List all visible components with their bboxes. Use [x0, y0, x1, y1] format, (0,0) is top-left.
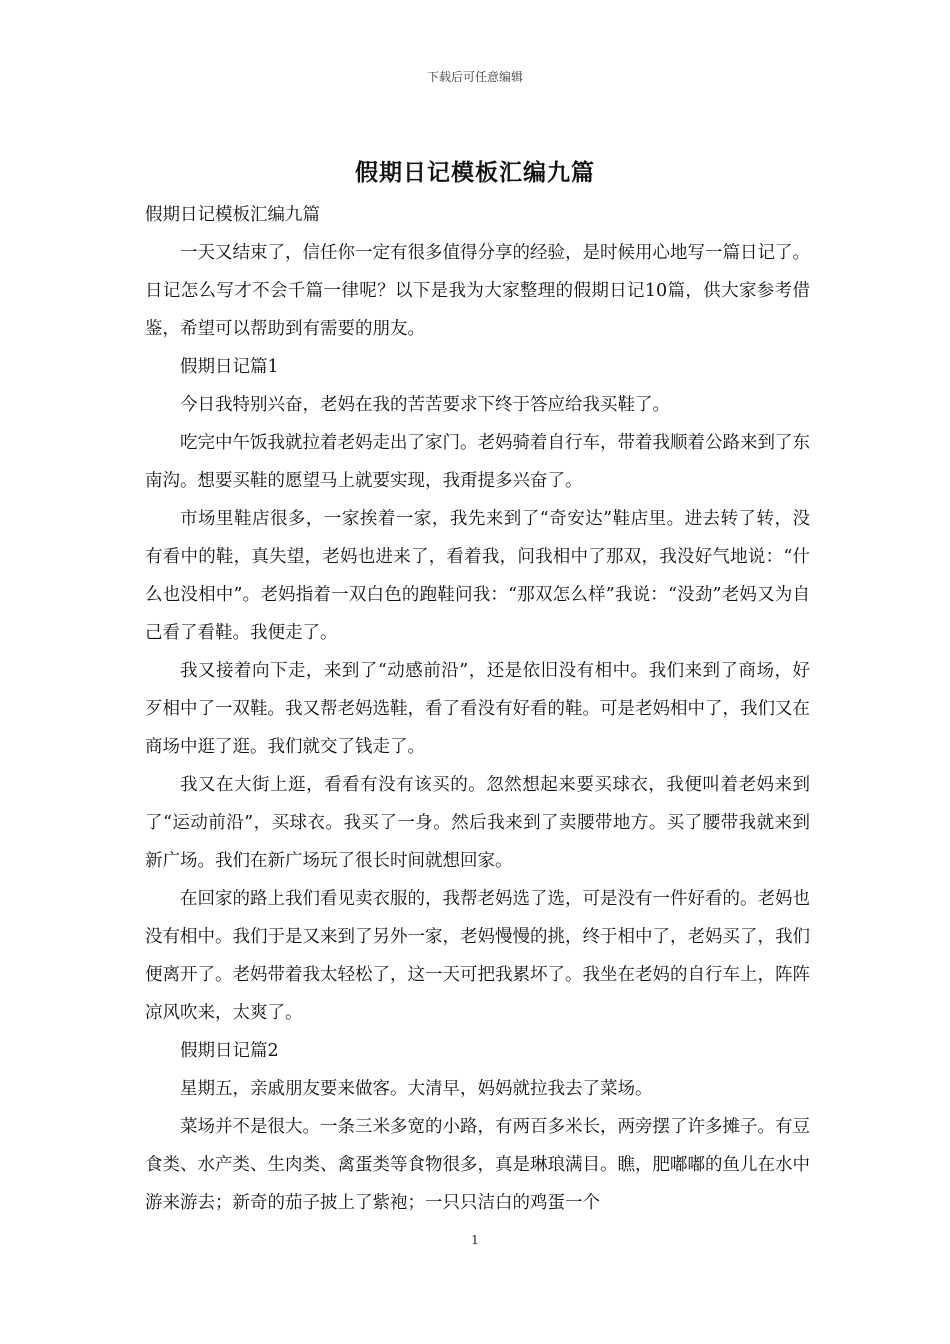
paragraph: 星期五，亲戚朋友要来做客。大清早，妈妈就拉我去了菜场。	[180, 1079, 653, 1099]
paragraph: 今日我特别兴奋，老妈在我的苦苦要求下终于答应给我买鞋了。	[180, 395, 670, 415]
page-number: 1	[471, 1233, 479, 1247]
paragraph: 吃完中午饭我就拉着老妈走出了家门。老妈骑着自行车，带着我顺着公路来到了东南沟。想要买鞋的愿望马上就要实现，我甭提多兴奋了。	[145, 433, 810, 491]
document-subtitle: 假期日记模板汇编九篇	[145, 205, 320, 225]
paragraph: 在回家的路上我们看见卖衣服的，我帮老妈选了选，可是没有一件好看的。老妈也没有相中。我们于是又来到了另外一家，老妈慢慢的挑，终于相中了，老妈买了，我们便离开了。老妈带着我太轻松了，这一天可把我累坏了。我坐在老妈的自行车上，阵阵凉风吹来，太爽了。	[145, 889, 810, 1023]
paragraph: 我又接着向下走，来到了“动感前沿”，还是依旧没有相中。我们来到了商场，好歹相中了一双鞋。我又帮老妈选鞋，看了看没有好看的鞋。可是老妈相中了，我们又在商场中逛了逛。我们就交了钱走了。	[145, 661, 810, 757]
paragraph: 一天又结束了，信任你一定有很多值得分享的经验，是时候用心地写一篇日记了。日记怎么写才不会千篇一律呢？以下是我为大家整理的假期日记10篇，供大家参考借鉴，希望可以帮助到有需要的朋友。	[145, 243, 810, 339]
header-note: 下载后可任意编辑	[426, 70, 523, 84]
paragraph: 市场里鞋店很多，一家挨着一家，我先来到了“奇安达”鞋店里。进去转了转，没有看中的鞋，真失望，老妈也进来了，看着我，问我相中了那双，我没好气地说：“什么也没相中”。老妈指着一双白色的跑鞋问我：“那双怎么样”我说：“没劲”老妈又为自己看了看鞋。我便走了。	[145, 509, 810, 643]
document-body	[145, 196, 810, 1222]
document-title: 假期日记模板汇编九篇	[355, 159, 595, 186]
paragraph: 假期日记篇1	[180, 357, 279, 377]
paragraph: 菜场并不是很大。一条三米多宽的小路，有两百多米长，两旁摆了许多摊子。有豆食类、水产类、生肉类、禽蛋类等食物很多，真是琳琅满目。瞧，肥嘟嘟的鱼儿在水中游来游去；新奇的茄子披上了紫袍；一只只洁白的鸡蛋一个	[145, 1117, 810, 1213]
paragraph: 假期日记篇2	[180, 1041, 279, 1061]
paragraph: 我又在大街上逛，看看有没有该买的。忽然想起来要买球衣，我便叫着老妈来到了“运动前沿”，买球衣。我买了一身。然后我来到了卖腰带地方。买了腰带我就来到新广场。我们在新广场玩了很长时间就想回家。	[145, 775, 810, 871]
